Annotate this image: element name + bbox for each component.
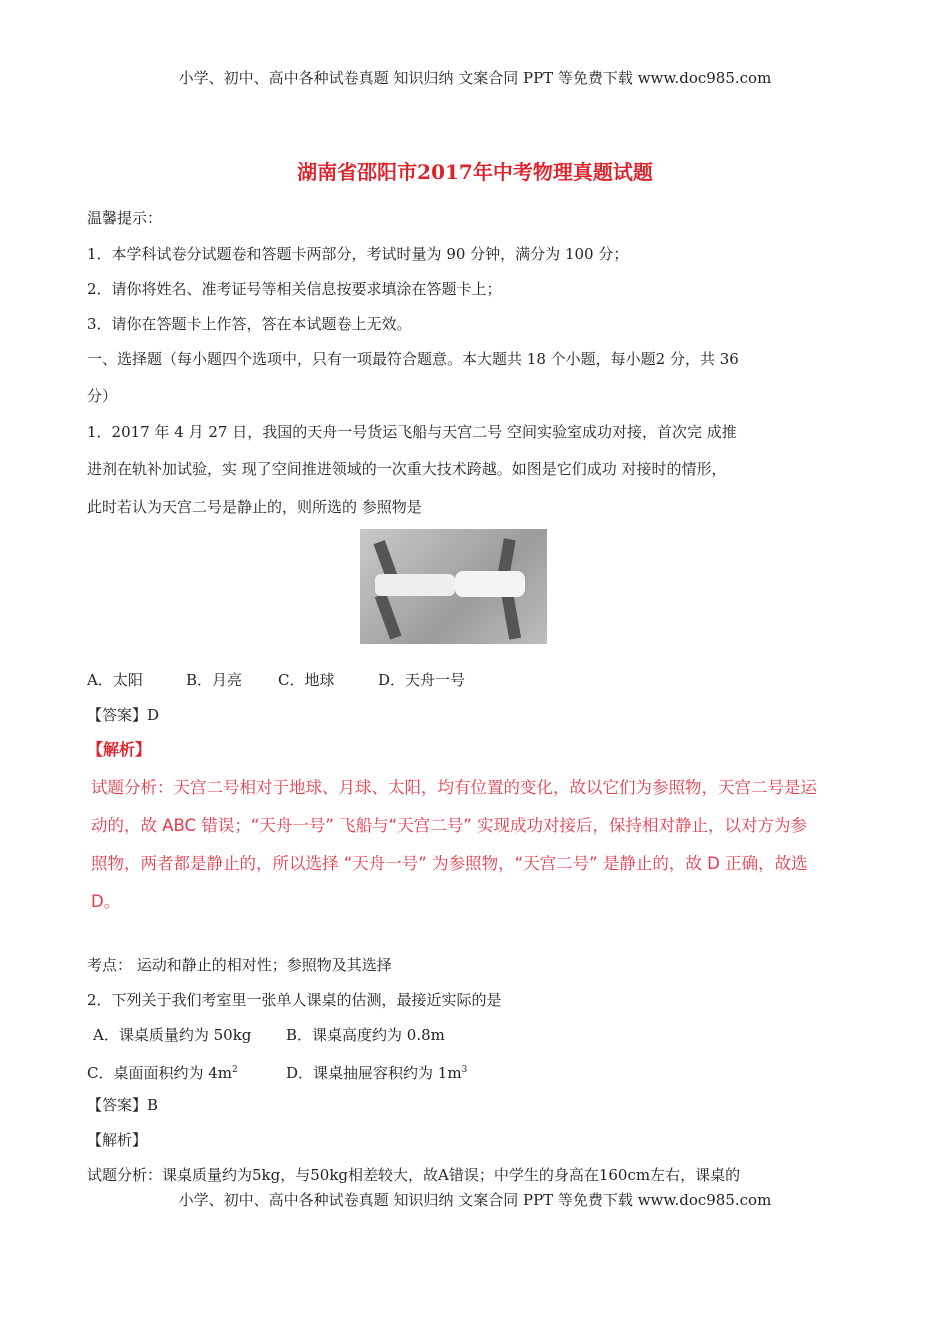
tip: 3．请你在答题卡上作答，答在本试题卷上无效。 [87, 315, 412, 333]
q2-analysis: 试题分析：课桌质量约为5kg，与50kg相差较大，故A错误；中学生的身高在160cm左右，课桌的 [87, 1166, 741, 1184]
section-heading: 一、选择题（每小题四个选项中，只有一项最符合题意。本大题共 18 个小题，每小题2 分，共 36 [87, 350, 739, 368]
q1-analysis: 试题分析：天宫二号相对于地球、月球、太阳，均有位置的变化，故以它们为参照物，天宫二号是运 [91, 778, 817, 797]
q1-analysis-label: 【解析】 [87, 740, 152, 759]
page-header: 小学、初中、高中各种试卷真题 知识归纳 文案合同 PPT 等免费下载 www.doc985.com [178, 69, 772, 87]
q2-answer: 【答案】B [87, 1096, 159, 1114]
q2-text: 2．下列关于我们考室里一张单人课桌的估测，最接近实际的是 [87, 991, 502, 1009]
page-footer: 小学、初中、高中各种试卷真题 知识归纳 文案合同 PPT 等免费下载 www.doc985.com [178, 1191, 772, 1209]
q2-option-a: A．课桌质量约为 50kg [93, 1026, 252, 1044]
q1-kaodian: 考点： 运动和静止的相对性；参照物及其选择 [87, 956, 392, 974]
q1-option-c: C．地球 [278, 671, 335, 689]
q1-text: 进剂在轨补加试验，实 现了空间推进领域的一次重大技术跨越。如图是它们成功 对接时的情形， [87, 460, 727, 478]
q1-text: 此时若认为天宫二号是静止的，则所选的 参照物是 [87, 498, 422, 516]
space-station-docking-image [360, 529, 547, 644]
q1-text: 1．2017 年 4 月 27 日，我国的天舟一号货运飞船与天宫二号 空间实验室成功对接，首次完 成推 [87, 423, 737, 441]
q1-option-d: D．天舟一号 [378, 671, 466, 689]
q2-option-b: B．课桌高度约为 0.8m [286, 1026, 445, 1044]
tip: 1．本学科试卷分试题卷和答题卡两部分，考试时量为 90 分钟，满分为 100 分； [87, 245, 629, 263]
q2-option-c: C．桌面面积约为 $4m^2$ [87, 1064, 238, 1082]
q2-option-d: D．课桌抽屉容积约为 $1m^3$ [286, 1064, 468, 1082]
q1-answer: 【答案】D [87, 706, 160, 724]
q1-option-a: A．太阳 [87, 671, 143, 689]
doc-title: 湖南省邵阳市2017年中考物理真题试题 [297, 160, 653, 184]
tip: 2．请你将姓名、准考证号等相关信息按要求填涂在答题卡上； [87, 280, 502, 298]
tips-heading: 温馨提示： [87, 209, 163, 227]
q1-analysis: 照物，两者都是静止的，所以选择 “天舟一号” 为参照物，“天宫二号” 是静止的，故 D 正确，故选 [91, 854, 808, 873]
q1-analysis: 动的，故 ABC 错误；“天舟一号” 飞船与“天宫二号” 实现成功对接后，保持相对静止，以对方为参 [91, 816, 808, 835]
section-heading-cont: 分） [87, 387, 118, 405]
q1-analysis: D。 [91, 892, 121, 911]
q2-analysis-label: 【解析】 [87, 1131, 148, 1149]
q1-option-b: B．月亮 [186, 671, 243, 689]
